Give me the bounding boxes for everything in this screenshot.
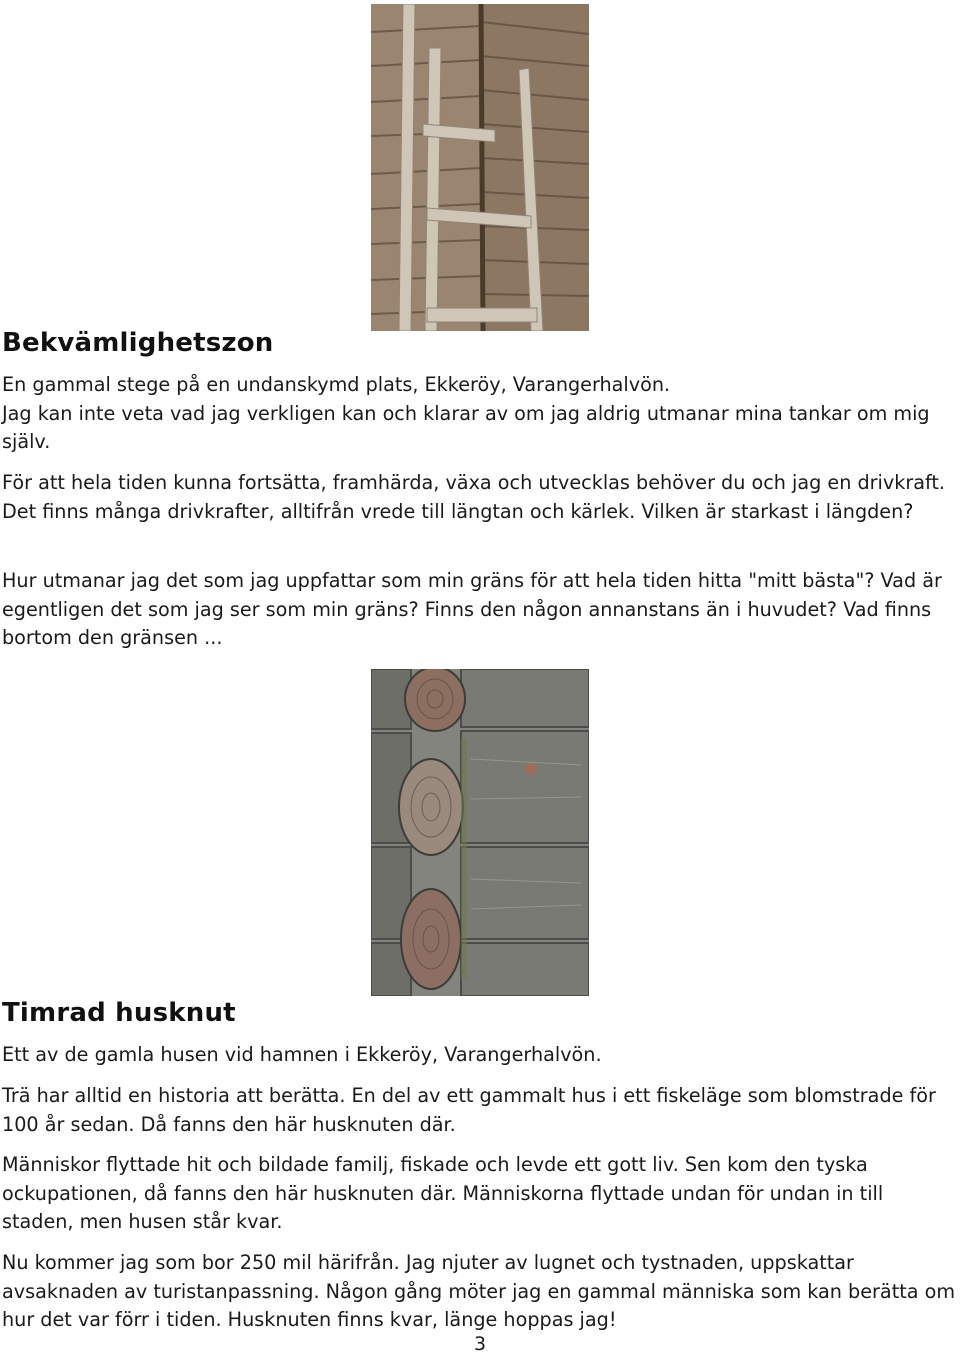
photo-caption-block — [2, 1041, 957, 1070]
paragraph-text: Människor flyttade hit och bildade familj, fiskade och levde ett gott liv. Sen kom den tyska ockupationen, då fanns den här husknuten där. Människorna flyttade undan för undan in till staden, men husen står kvar. — [2, 1153, 884, 1233]
body-paragraph — [2, 1151, 957, 1237]
body-paragraph — [2, 469, 957, 526]
ladder-caption-block — [2, 371, 957, 457]
paragraph-text: Hur utmanar jag det som jag uppfattar som min gräns för att hela tiden hitta "mitt bästa"? Vad är egentligen det som jag ser som min gräns? Finns den någon annanstans än i huvudet? Vad finns bortom den gränsen ... — [2, 569, 942, 649]
body-paragraph — [2, 1249, 957, 1335]
intro-paragraph: Jag kan inte veta vad jag verkligen kan och klarar av om jag aldrig utmanar mina tankar om mig själv. — [2, 401, 930, 453]
photo-caption: Ett av de gamla husen vid hamnen i Ekkeröy, Varangerhalvön. — [2, 1043, 602, 1066]
body-paragraph — [2, 1082, 957, 1139]
paragraph-text: För att hela tiden kunna fortsätta, framhärda, växa och utvecklas behöver du och jag en drivkraft. Det finns många drivkrafter, alltifrån vrede till längtan och kärlek. Vilken är starkast i längden? — [2, 471, 946, 523]
body-paragraph — [2, 567, 957, 653]
section-title: Bekvämlighetszon — [2, 328, 274, 358]
photo-caption: En gammal stege på en undanskymd plats, Ekkeröy, Varangerhalvön. — [2, 373, 671, 396]
paragraph-text: Nu kommer jag som bor 250 mil härifrån. Jag njuter av lugnet och tystnaden, uppskattar avsaknaden av turistanpassning. Någon gång möter jag en gammal människa som kan berätta om hur det var förr i tiden. Husknuten finns kvar, länge hoppas jag! — [2, 1251, 956, 1331]
page-number: 3 — [473, 1333, 487, 1355]
timber-corner-photo — [371, 669, 589, 996]
paragraph-text: Trä har alltid en historia att berätta. En del av ett gammalt hus i ett fiskeläge som blomstrade för 100 år sedan. Då fanns den här husknuten där. — [2, 1084, 936, 1136]
ladder-photo — [371, 4, 589, 331]
section-title: Timrad husknut — [2, 998, 236, 1028]
